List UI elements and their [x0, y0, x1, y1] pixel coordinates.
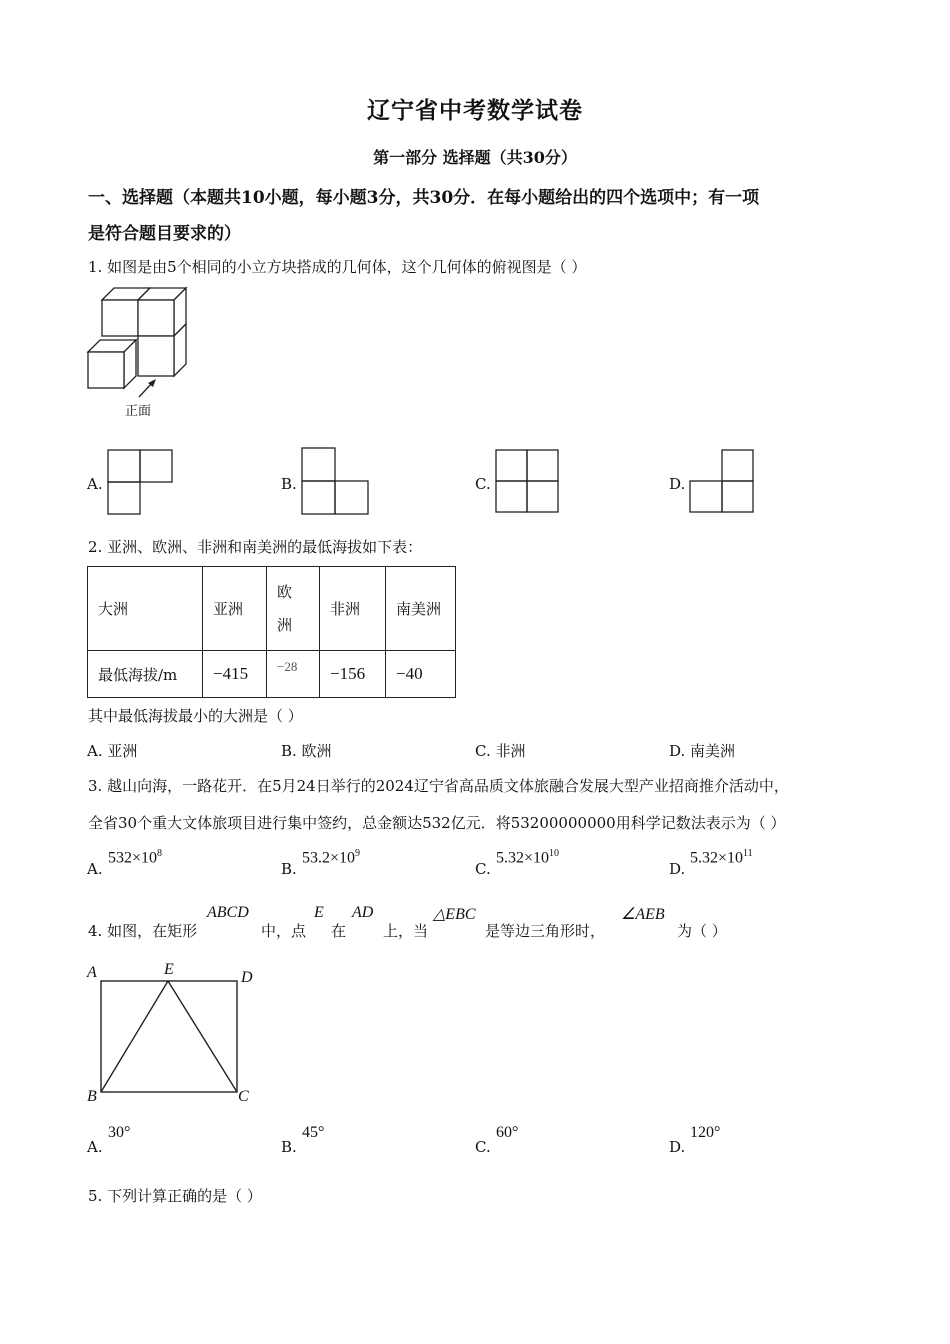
q1-option-c-label[interactable]: C. [475, 475, 491, 493]
q2-option-a[interactable]: A. 亚洲 [87, 742, 138, 760]
table-header-europe: 欧 洲 [267, 567, 320, 651]
point-label-a: A [87, 964, 97, 981]
q4-option-b-value[interactable]: 45° [302, 1124, 325, 1141]
question-2-prompt: 其中最低海拔最小的大洲是（ ） [88, 707, 303, 725]
q2-option-d[interactable]: D. 南美洲 [669, 742, 736, 760]
question-2-text: 2. 亚洲、欧洲、非洲和南美洲的最低海拔如下表： [88, 538, 423, 556]
q3-option-c-value[interactable]: $5.32\times 10^{10}$ [496, 848, 560, 867]
q4-option-a-label[interactable]: A. [87, 1138, 103, 1156]
part-heading: 第一部分 选择题（共30分） [373, 148, 577, 167]
table-header-south-america: 南美洲 [386, 567, 456, 651]
q1-option-d-label[interactable]: D. [669, 475, 686, 493]
table-header-asia: 亚洲 [203, 567, 267, 651]
q1-option-a-figure [107, 449, 175, 515]
q4-option-a-value[interactable]: 30° [108, 1124, 131, 1141]
q4-text-3: 在 [331, 922, 347, 940]
altitude-table [87, 566, 456, 698]
question-4-prefix: 4. 如图，在矩形 [88, 922, 198, 940]
q1-option-d-figure [689, 449, 755, 515]
point-label-e: E [164, 961, 174, 978]
q1-option-a-label[interactable]: A. [87, 475, 103, 493]
q4-text-2: 中，点 [261, 922, 307, 940]
q4-segment-ad: AD [352, 904, 374, 921]
q3-option-d-label[interactable]: D. [669, 860, 686, 878]
q4-point-e: E [314, 904, 324, 921]
q4-option-d-label[interactable]: D. [669, 1138, 686, 1156]
exam-title: 辽宁省中考数学试卷 [367, 97, 583, 124]
front-label: 正面 [125, 404, 152, 419]
q3-option-a-label[interactable]: A. [87, 860, 103, 878]
rectangle-triangle-figure [100, 980, 240, 1094]
front-arrow-icon [136, 376, 160, 400]
q2-option-b[interactable]: B. 欧洲 [281, 742, 332, 760]
table-cell-africa: −156 [320, 651, 386, 698]
table-cell-asia: −415 [203, 651, 267, 698]
q4-text-6: 为（ ） [677, 922, 727, 940]
q2-option-c[interactable]: C. 非洲 [475, 742, 526, 760]
q3-option-d-value[interactable]: $5.32\times 10^{11}$ [690, 848, 753, 867]
question-1-text: 1. 如图是由5个相同的小立方块搭成的几何体，这个几何体的俯视图是（ ） [88, 258, 587, 276]
q4-option-c-label[interactable]: C. [475, 1138, 491, 1156]
q3-option-b-label[interactable]: B. [281, 860, 297, 878]
q4-option-c-value[interactable]: 60° [496, 1124, 519, 1141]
q4-option-d-value[interactable]: 120° [690, 1124, 721, 1141]
q3-option-c-label[interactable]: C. [475, 860, 491, 878]
q1-option-c-figure [495, 449, 561, 515]
q4-triangle-ebc: △EBC [433, 906, 476, 923]
point-label-d: D [241, 969, 253, 986]
q1-option-b-label[interactable]: B. [281, 475, 297, 493]
question-5-text: 5. 下列计算正确的是（ ） [88, 1187, 262, 1205]
q1-option-b-figure [301, 447, 370, 515]
table-header-continent: 大洲 [88, 567, 203, 651]
table-cell-europe: −28 [267, 651, 320, 698]
table-header-africa: 非洲 [320, 567, 386, 651]
point-label-c: C [238, 1088, 249, 1105]
point-label-b: B [87, 1088, 97, 1105]
q3-option-a-value[interactable]: $532\times 10^8$ [108, 848, 163, 867]
q4-text-5: 是等边三角形时， [485, 922, 606, 940]
q4-option-b-label[interactable]: B. [281, 1138, 297, 1156]
question-3-line2: 全省30个重大文体旅项目进行集中签约，总金额达532亿元．将53200000000用科学记数法表示为（ ） [88, 814, 786, 832]
q4-rect-name: ABCD [207, 904, 249, 921]
question-3-line1: 3. 越山向海，一路花开．在5月24日举行的2024辽宁省高品质文体旅融合发展大型产业招商推介活动中， [88, 777, 789, 795]
q4-angle-aeb: ∠AEB [621, 906, 665, 923]
table-row-label: 最低海拔/m [88, 651, 203, 698]
q4-text-4: 上，当 [383, 922, 429, 940]
section-heading-line2: 是符合题目要求的） [88, 224, 241, 244]
section-heading-line1: 一、选择题（本题共10小题，每小题3分，共30分．在每小题给出的四个选项中；有一项 [88, 188, 760, 208]
table-cell-south-america: −40 [386, 651, 456, 698]
q3-option-b-value[interactable]: $53.2\times 10^9$ [302, 848, 361, 867]
